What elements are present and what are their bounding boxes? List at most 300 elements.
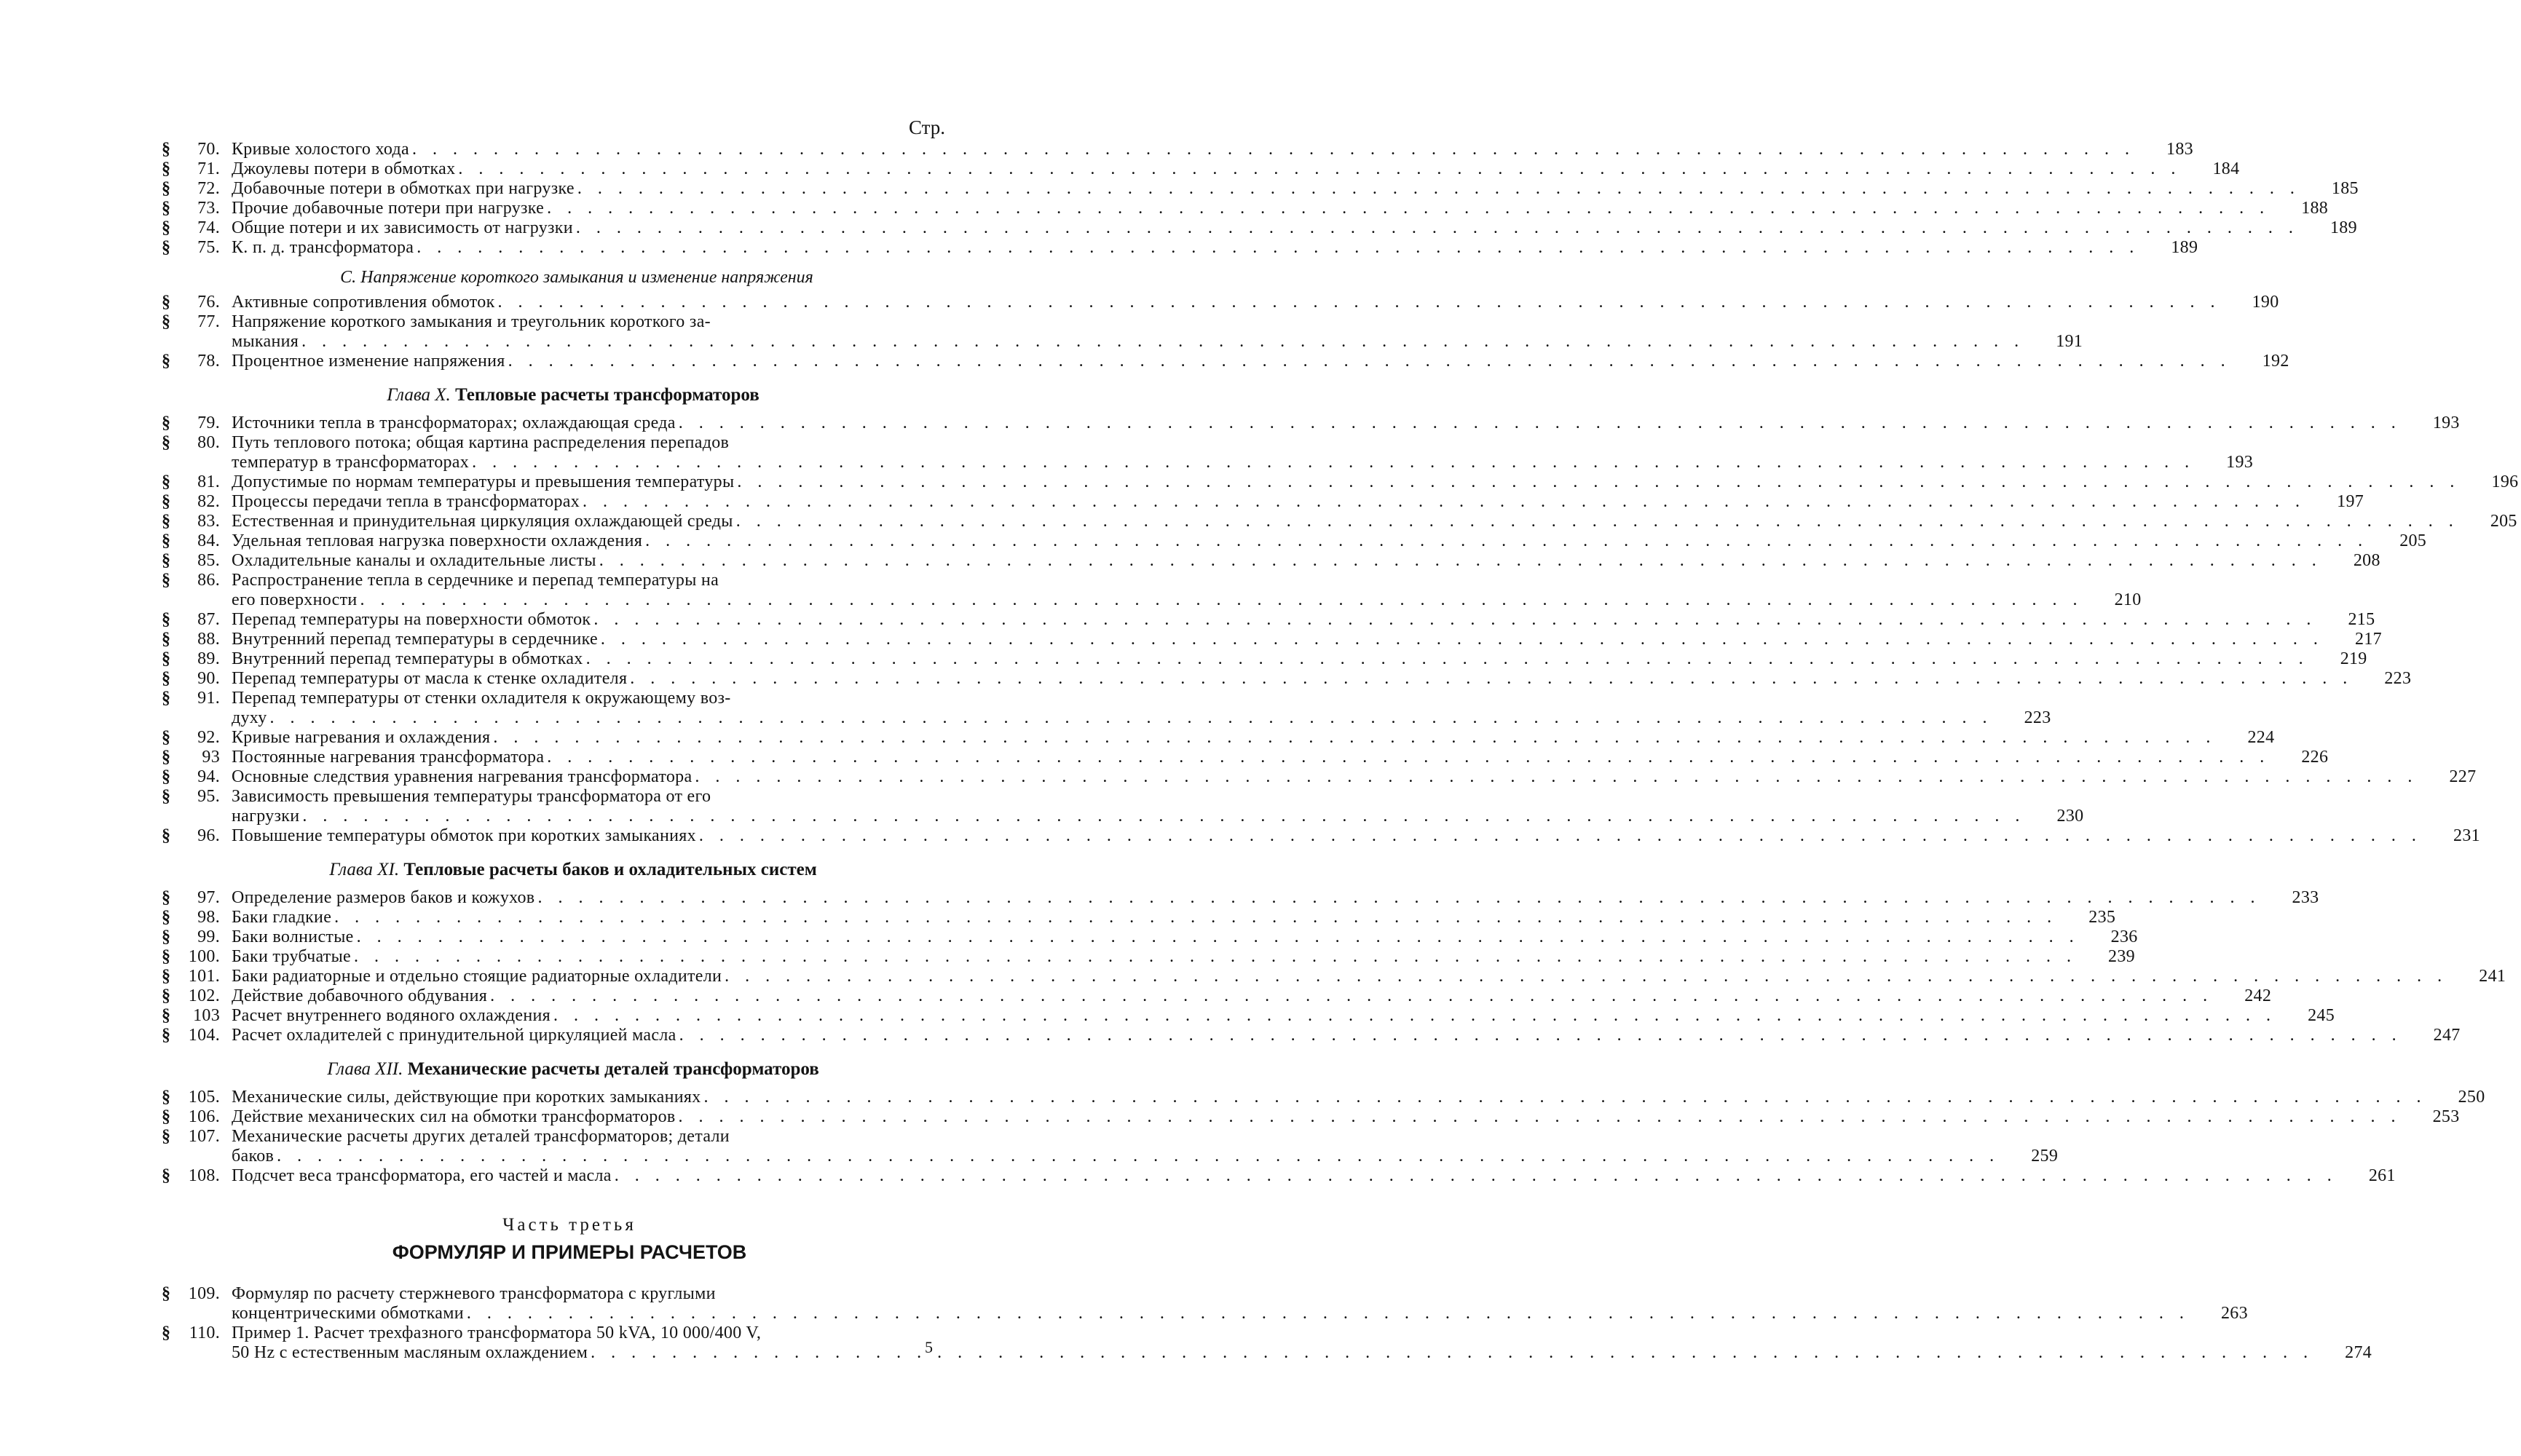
toc-entry (162, 199, 2329, 218)
entry-page-number: 219 (2340, 649, 2367, 668)
chapter-heading (162, 1059, 948, 1080)
leader-dots (458, 159, 2181, 179)
leader-dots (591, 1343, 2313, 1363)
section-number: 84. (197, 531, 220, 550)
section-number: 87. (197, 610, 220, 629)
toc-entry (162, 472, 2519, 492)
entry-page-number: 192 (2262, 352, 2289, 371)
section-number: 97. (197, 888, 220, 907)
section-marker (162, 238, 226, 258)
leader-dots (576, 218, 2299, 238)
leader-dots (737, 472, 2460, 492)
entry-title: Джоулевы потери в обмотках (232, 159, 456, 178)
section-number: 100. (188, 947, 220, 966)
section-marker (162, 947, 226, 967)
chapter-heading (162, 859, 948, 881)
leader-dots (736, 512, 2459, 531)
section-marker (162, 767, 226, 787)
toc-body (162, 140, 2519, 1363)
section-number: 94. (197, 767, 220, 786)
leader-dots (553, 1006, 2276, 1026)
leader-dots (679, 414, 2402, 433)
entry-title: Основные следствия уравнения нагревания трансформатора (232, 767, 693, 786)
toc-entry (162, 1127, 2059, 1166)
section-marker (162, 352, 226, 371)
entry-page-number: 190 (2252, 293, 2279, 312)
section-number: 77. (197, 312, 220, 331)
toc-entry (162, 610, 2375, 630)
entry-title: нагрузки (232, 807, 300, 826)
section-number: 92. (197, 728, 220, 747)
section-number: 101. (188, 967, 220, 986)
entry-page-number: 184 (2212, 159, 2240, 178)
toc-entry (162, 1026, 2461, 1045)
section-marker (162, 472, 226, 492)
entry-title: Действие добавочного обдувания (232, 986, 488, 1005)
section-number: 110. (189, 1324, 220, 1342)
section-marker (162, 199, 226, 218)
section-number: 91. (197, 689, 220, 708)
entry-page-number: 231 (2453, 826, 2480, 845)
chapter-label: Глава XII. (327, 1059, 403, 1079)
leader-dots (467, 1304, 2190, 1324)
entry-page-number: 259 (2031, 1147, 2059, 1166)
entry-title: Естественная и принудительная циркуляция охлаждающей среды (232, 512, 733, 531)
leader-dots (334, 908, 2057, 927)
entry-title: Источники тепла в трансформаторах; охлаждающая среда (232, 414, 676, 432)
entry-title: К. п. д. трансформатора (232, 238, 414, 257)
toc-entry (162, 630, 2382, 649)
section-sign: § (162, 1026, 171, 1045)
section-sign: § (162, 140, 171, 159)
leader-dots (699, 826, 2422, 846)
section-number: 79. (197, 414, 220, 432)
entry-page-number: 193 (2226, 453, 2254, 472)
toc-entry (162, 1107, 2460, 1127)
section-marker (162, 888, 226, 908)
section-number: 95. (197, 787, 220, 806)
leader-dots (508, 352, 2231, 371)
section-sign: § (162, 551, 171, 570)
page-column-header: Стр. (908, 116, 945, 138)
leader-dots (583, 492, 2305, 512)
section-number: 82. (197, 492, 220, 511)
entry-title: Распространение тепла в сердечнике и перепад температуры на (232, 571, 719, 590)
chapter-label: Глава XI. (329, 860, 400, 879)
entry-title: Внутренний перепад температуры в сердечнике (232, 630, 598, 649)
section-sign: § (162, 888, 171, 907)
leader-dots (412, 140, 2135, 159)
section-sign: § (162, 179, 171, 198)
entry-title: Напряжение короткого замыкания и треугольник короткого за- (232, 312, 711, 331)
leader-dots (586, 649, 2309, 669)
section-sign: § (162, 531, 171, 550)
entry-page-number: 215 (2348, 610, 2375, 629)
section-sign: § (162, 571, 171, 590)
entry-title: Формуляр по расчету стержневого трансформатора с круглыми (232, 1284, 716, 1303)
entry-page-number: 197 (2337, 492, 2364, 511)
entry-title: Подсчет веса трансформатора, его частей и масла (232, 1166, 612, 1185)
leader-dots (357, 927, 2080, 947)
entry-page-number: 245 (2308, 1006, 2335, 1025)
section-marker (162, 571, 226, 610)
entry-title: Механические силы, действующие при коротких замыканиях (232, 1088, 701, 1107)
section-sign: § (162, 1006, 171, 1025)
leader-dots (302, 807, 2025, 826)
toc-entry (162, 551, 2380, 571)
section-sign: § (162, 1127, 171, 1146)
entry-page-number: 274 (2345, 1343, 2372, 1362)
entry-title: Внутренний перепад температуры в обмотках (232, 649, 583, 668)
section-marker (162, 414, 226, 433)
section-number: 83. (197, 512, 220, 531)
entry-page-number: 226 (2301, 748, 2329, 767)
toc-entry (162, 967, 2506, 986)
toc-entry (162, 787, 2084, 826)
section-number: 98. (197, 908, 220, 927)
section-marker (162, 826, 226, 846)
section-marker (162, 293, 226, 312)
leader-dots (695, 767, 2418, 787)
entry-title: Пример 1. Расчет трехфазного трансформатора 50 kVA, 10 000/400 V, (232, 1324, 762, 1342)
section-sign: § (162, 787, 171, 806)
entry-page-number: 189 (2329, 218, 2357, 237)
leader-dots (725, 967, 2447, 986)
entry-title: Добавочные потери в обмотках при нагрузке (232, 179, 575, 198)
section-sign: § (162, 947, 171, 966)
section-number: 93 (202, 748, 220, 767)
toc-entry (162, 947, 2135, 967)
section-sign: § (162, 492, 171, 511)
section-marker (162, 433, 226, 472)
entry-page-number: 223 (2024, 708, 2051, 727)
toc-entry (162, 1324, 2372, 1363)
section-sign: § (162, 352, 171, 371)
entry-title: Определение размеров баков и кожухов (232, 888, 535, 907)
toc-entry (162, 826, 2480, 846)
entry-page-number: 242 (2244, 986, 2272, 1005)
section-sign: § (162, 689, 171, 708)
section-sign: § (162, 927, 171, 946)
section-marker (162, 1026, 226, 1045)
table-of-contents (162, 115, 2519, 1363)
entry-page-number: 230 (2056, 807, 2084, 826)
entry-page-number: 223 (2384, 669, 2412, 688)
section-sign: § (162, 649, 171, 668)
entry-page-number: 261 (2368, 1166, 2396, 1185)
leader-dots (615, 1166, 2337, 1186)
entry-title: Активные сопротивления обмоток (232, 293, 495, 312)
section-sign: § (162, 908, 171, 927)
entry-title: Путь теплового потока; общая картина распределения перепадов (232, 433, 730, 452)
entry-title: Расчет внутреннего водяного охлаждения (232, 1006, 551, 1025)
section-marker (162, 512, 226, 531)
section-marker (162, 748, 226, 767)
section-subheading: С. Напряжение короткого замыкания и изменение напряжения (340, 268, 813, 287)
section-sign: § (162, 1166, 171, 1185)
entry-page-number: 205 (2399, 531, 2427, 550)
section-marker (162, 669, 226, 689)
entry-title: мыкания (232, 332, 299, 351)
section-sign: § (162, 630, 171, 649)
entry-page-number: 208 (2353, 551, 2380, 570)
section-number: 76. (197, 293, 220, 312)
section-marker (162, 728, 226, 748)
toc-entry (162, 312, 2083, 352)
toc-entry (162, 689, 2051, 728)
entry-page-number: 183 (2166, 140, 2193, 159)
section-sign: § (162, 293, 171, 312)
section-sign: § (162, 610, 171, 629)
leader-dots (498, 293, 2221, 312)
section-sign: § (162, 1088, 171, 1107)
toc-entry (162, 492, 2364, 512)
toc-entry (162, 767, 2477, 787)
entry-page-number: 191 (2056, 332, 2083, 351)
entry-page-number: 247 (2433, 1026, 2461, 1045)
toc-entry (162, 986, 2272, 1006)
toc-entry (162, 414, 2460, 433)
section-marker (162, 689, 226, 728)
section-sign: § (162, 433, 171, 452)
section-marker (162, 312, 226, 352)
entry-title: Прочие добавочные потери при нагрузке (232, 199, 545, 218)
entry-page-number: 263 (2220, 1304, 2248, 1323)
section-number: 70. (197, 140, 220, 159)
section-number: 72. (197, 179, 220, 198)
toc-entry (162, 238, 2198, 258)
entry-page-number: 185 (2331, 179, 2359, 198)
entry-page-number: 227 (2449, 767, 2477, 786)
section-number: 107. (188, 1127, 220, 1146)
entry-title: Кривые холостого хода (232, 140, 409, 159)
section-marker (162, 927, 226, 947)
entry-page-number: 205 (2490, 512, 2517, 531)
leader-dots (354, 947, 2077, 967)
toc-entry (162, 1166, 2396, 1186)
toc-entry (162, 649, 2367, 669)
entry-page-number: 239 (2108, 947, 2135, 966)
entry-title: Баки радиаторные и отдельно стоящие радиаторные охладители (232, 967, 722, 986)
section-marker (162, 492, 226, 512)
entry-title: Баки волнистые (232, 927, 354, 946)
entry-title: Повышение температуры обмоток при коротких замыканиях (232, 826, 696, 845)
chapter-title: Механические расчеты деталей трансформаторов (407, 1059, 819, 1079)
section-sign: § (162, 967, 171, 986)
section-sign: § (162, 159, 171, 178)
toc-entry (162, 669, 2412, 689)
section-number: 73. (197, 199, 220, 218)
section-sign: § (162, 986, 171, 1005)
section-marker (162, 610, 226, 630)
entry-title: Постоянные нагревания трансформатора (232, 748, 545, 767)
entry-title: баков (232, 1147, 275, 1166)
entry-title: Действие механических сил на обмотки трансформаторов (232, 1107, 676, 1126)
section-marker (162, 140, 226, 159)
toc-entry (162, 179, 2359, 199)
entry-page-number: 217 (2355, 630, 2382, 649)
leader-dots (537, 888, 2260, 908)
entry-page-number: 250 (2458, 1088, 2485, 1107)
entry-page-number: 253 (2432, 1107, 2460, 1126)
chapter-label: Глава X. (387, 385, 451, 405)
page-number: 5 (925, 1338, 933, 1356)
section-sign: § (162, 472, 171, 491)
toc-entry (162, 293, 2279, 312)
entry-title: 50 Hz с естественным масляным охлаждением (232, 1343, 588, 1362)
entry-title: Баки гладкие (232, 908, 332, 927)
section-marker (162, 1166, 226, 1186)
entry-page-number: 188 (2301, 199, 2329, 218)
section-marker (162, 1284, 226, 1324)
leader-dots (472, 453, 2195, 472)
section-number: 96. (197, 826, 220, 845)
section-marker (162, 179, 226, 199)
toc-entry (162, 1088, 2485, 1107)
leader-dots (547, 199, 2270, 218)
section-sign: § (162, 826, 171, 845)
leader-dots (301, 332, 2024, 352)
section-number: 86. (197, 571, 220, 590)
toc-entry (162, 218, 2357, 238)
part-title: Часть третья (502, 1215, 636, 1235)
section-sign: § (162, 238, 171, 257)
section-sign: § (162, 748, 171, 767)
entry-title: Расчет охладителей с принудительной циркуляцией масла (232, 1026, 676, 1045)
toc-entry (162, 352, 2289, 371)
entry-title: Механические расчеты других деталей трансформаторов; детали (232, 1127, 730, 1146)
section-number: 75. (197, 238, 220, 257)
toc-entry (162, 927, 2138, 947)
section-sign: § (162, 512, 171, 531)
leader-dots (577, 179, 2300, 199)
entry-page-number: 193 (2432, 414, 2460, 432)
leader-dots (493, 728, 2216, 748)
section-marker (162, 1127, 226, 1166)
section-sign: § (162, 218, 171, 237)
section-marker (162, 630, 226, 649)
leader-dots (679, 1107, 2402, 1127)
section-marker (162, 1006, 226, 1026)
leader-dots (490, 986, 2213, 1006)
entry-page-number: 236 (2110, 927, 2138, 946)
entry-title: духу (232, 708, 267, 727)
toc-entry (162, 1006, 2335, 1026)
section-number: 80. (197, 433, 220, 452)
leader-dots (417, 238, 2139, 258)
section-marker (162, 967, 226, 986)
leader-dots (599, 551, 2322, 571)
section-marker (162, 986, 226, 1006)
section-number: 102. (188, 986, 220, 1005)
toc-entry (162, 512, 2517, 531)
section-number: 89. (197, 649, 220, 668)
section-number: 71. (197, 159, 220, 178)
section-marker (162, 908, 226, 927)
section-marker (162, 1324, 226, 1363)
section-number: 108. (188, 1166, 220, 1185)
entry-title: Общие потери и их зависимость от нагрузки (232, 218, 573, 237)
entry-title: Процессы передачи тепла в трансформаторах (232, 492, 580, 511)
section-marker (162, 1088, 226, 1107)
entry-title: Процентное изменение напряжения (232, 352, 505, 371)
section-marker (162, 649, 226, 669)
section-number: 90. (197, 669, 220, 688)
section-sign: § (162, 199, 171, 218)
section-marker (162, 218, 226, 238)
section-marker (162, 551, 226, 571)
entry-title: температур в трансформаторах (232, 453, 470, 472)
entry-page-number: 233 (2292, 888, 2319, 907)
leader-dots (679, 1026, 2402, 1045)
entry-title: Перепад температуры от масла к стенке охладителя (232, 669, 628, 688)
section-marker (162, 531, 226, 551)
entry-title: Перепад температуры на поверхности обмоток (232, 610, 591, 629)
section-number: 85. (197, 551, 220, 570)
entry-title: Кривые нагревания и охлаждения (232, 728, 491, 747)
section-number: 99. (197, 927, 220, 946)
leader-dots (704, 1088, 2427, 1107)
section-number: 105. (188, 1088, 220, 1107)
section-number: 74. (197, 218, 220, 237)
toc-entry (162, 571, 2142, 610)
leader-dots (630, 669, 2353, 689)
leader-dots (601, 630, 2324, 649)
toc-entry (162, 728, 2275, 748)
section-sign: § (162, 669, 171, 688)
section-number: 103 (193, 1006, 220, 1025)
toc-entry (162, 888, 2319, 908)
section-number: 104. (188, 1026, 220, 1045)
leader-dots (360, 590, 2083, 610)
entry-page-number: 235 (2088, 908, 2116, 927)
entry-title: Зависимость превышения температуры трансформатора от его (232, 787, 711, 806)
leader-dots (593, 610, 2316, 630)
toc-entry (162, 159, 2240, 179)
section-sign: § (162, 1324, 171, 1342)
section-sign: § (162, 414, 171, 432)
entry-title: его поверхности (232, 590, 358, 609)
leader-dots (270, 708, 1993, 728)
entry-page-number: 189 (2171, 238, 2198, 257)
section-sign: § (162, 767, 171, 786)
entry-title: концентрическими обмотками (232, 1304, 464, 1323)
leader-dots (645, 531, 2368, 551)
section-number: 81. (197, 472, 220, 491)
entry-page-number: 210 (2114, 590, 2142, 609)
section-number: 109. (188, 1284, 220, 1303)
entry-page-number: 196 (2491, 472, 2519, 491)
toc-entry (162, 908, 2116, 927)
toc-entry (162, 531, 2427, 551)
entry-page-number: 224 (2247, 728, 2275, 747)
section-number: 78. (197, 352, 220, 371)
section-number: 106. (188, 1107, 220, 1126)
section-sign: § (162, 1284, 171, 1303)
toc-entry (162, 140, 2193, 159)
section-marker (162, 787, 226, 826)
chapter-heading (162, 384, 948, 406)
section-sign: § (162, 312, 171, 331)
section-sign: § (162, 728, 171, 747)
toc-entry (162, 1284, 2248, 1324)
leader-dots (277, 1147, 2000, 1166)
toc-entry (162, 748, 2329, 767)
section-sign: § (162, 1107, 171, 1126)
entry-title: Допустимые по нормам температуры и превышения температуры (232, 472, 735, 491)
chapter-title: Тепловые расчеты трансформаторов (455, 385, 760, 405)
toc-entry (162, 433, 2254, 472)
